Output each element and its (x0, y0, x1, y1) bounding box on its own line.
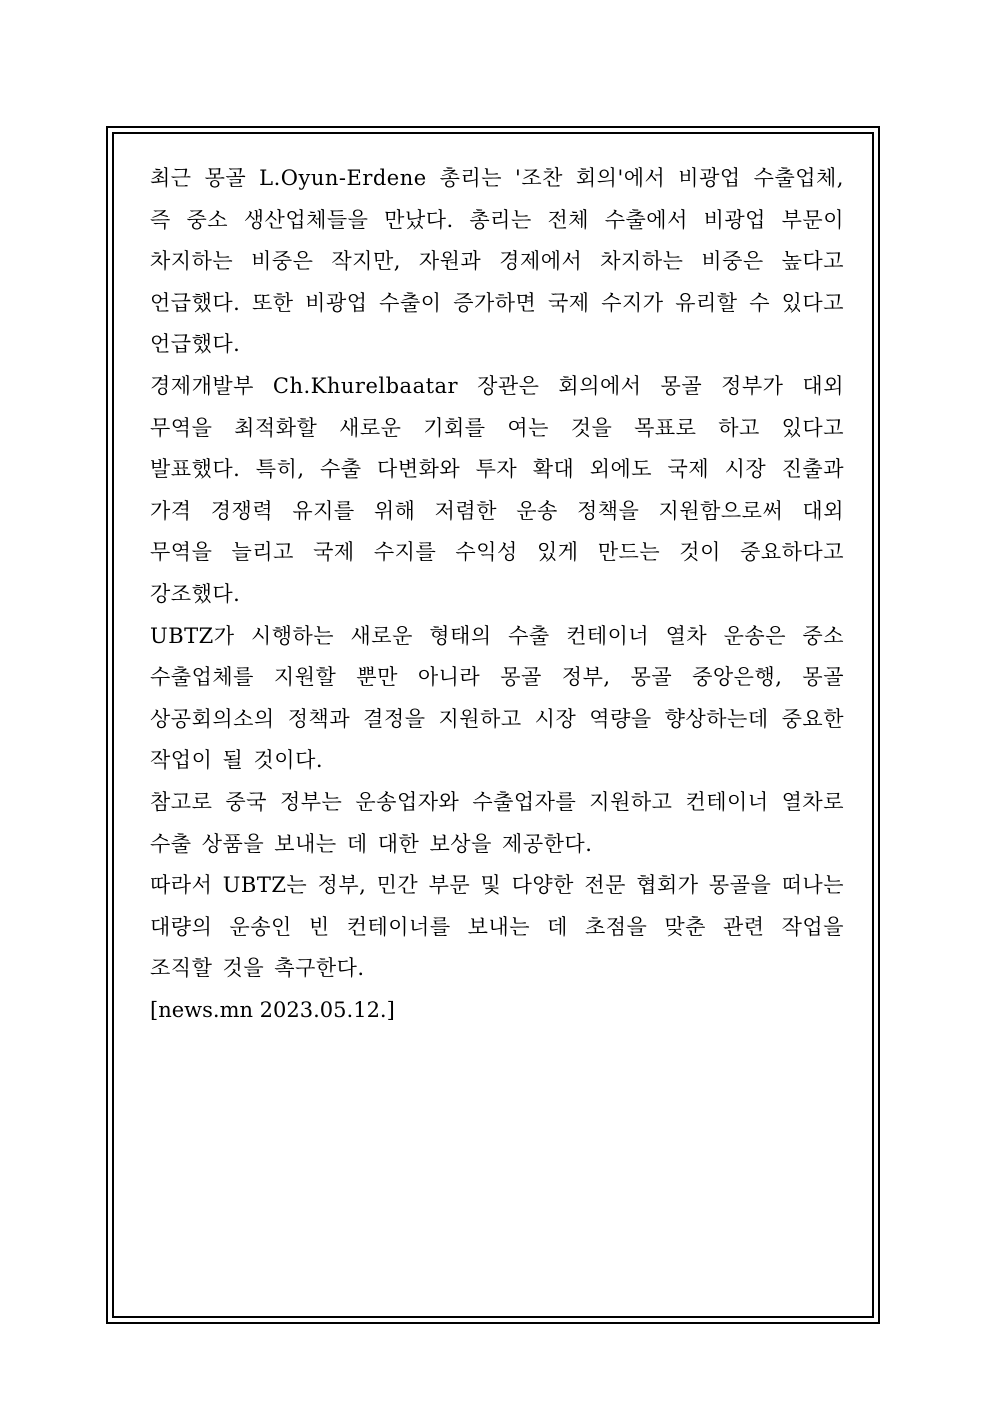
paragraph-ubtz-container-transport: UBTZ가 시행하는 새로운 형태의 수출 컨테이너 열차 운송은 중소 수출업체를 지원할 뿐만 아니라 몽골 정부, 몽골 중앙은행, 몽골 상공회의소의 정책과 결정을 지원하고 시장 역량을 향상하는데 중요한 작업이 될 것이다. (150, 623, 844, 773)
paragraph-prime-minister-meeting: 최근 몽골 L.Oyun-Erdene 총리는 '조찬 회의'에서 비광업 수출업체, 즉 중소 생산업체들을 만났다. 총리는 전체 수출에서 비광업 부문이 차지하는 비중은 작지만, 자원과 경제에서 차지하는 비중은 높다고 언급했다. 또한 비광업 수출이 증가하면 국제 수지가 유리할 수 있다고 언급했다. (150, 166, 844, 357)
article-source: [news.mn 2023.05.12.] (150, 997, 395, 1022)
paragraph-minister-announcement: 경제개발부 Ch.Khurelbaatar 장관은 회의에서 몽골 정부가 대외 무역을 최적화할 새로운 기회를 여는 것을 목표로 하고 있다고 발표했다. 특히, 수출 다변화와 투자 확대 외에도 국제 시장 진출과 가격 경쟁력 유지를 위해 저렴한 운송 정책을 지원함으로써 대외 무역을 늘리고 국제 수지를 수익성 있게 만드는 것이 중요하다고 강조했다. (150, 373, 844, 606)
document-border-outer (106, 126, 880, 1324)
paragraph-china-compensation: 참고로 중국 정부는 운송업자와 수출업자를 지원하고 컨테이너 열차로 수출 상품을 보내는 데 대한 보상을 제공한다. (150, 789, 844, 856)
article-body (150, 158, 844, 1031)
paragraph-ubtz-call-to-action: 따라서 UBTZ는 정부, 민간 부문 및 다양한 전문 협회가 몽골을 떠나는 대량의 운송인 빈 컨테이너를 보내는 데 초점을 맞춘 관련 작업을 조직할 것을 촉구한다. (150, 873, 844, 981)
document-border-inner (112, 132, 874, 1318)
